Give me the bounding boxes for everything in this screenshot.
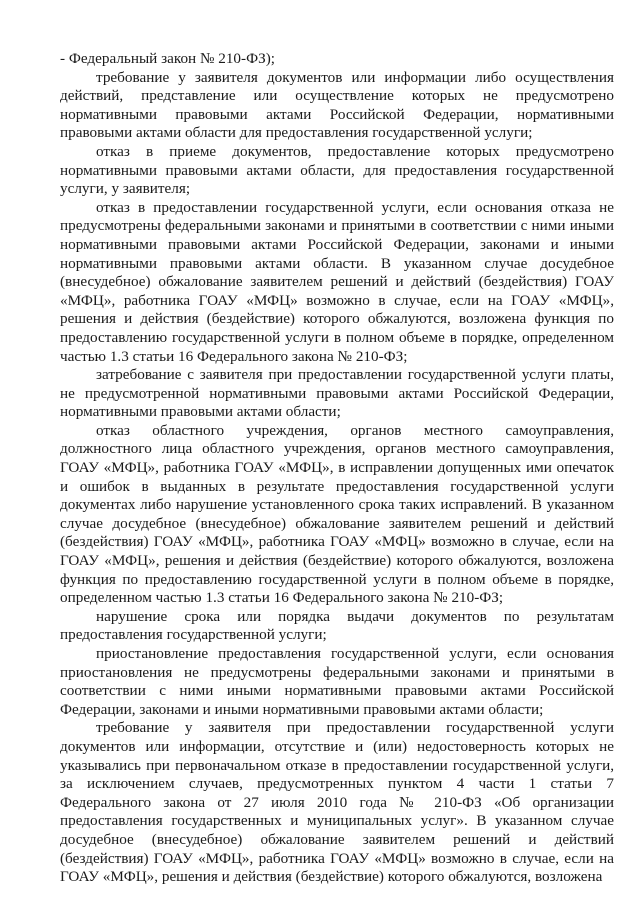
paragraph-refusal-acceptance: отказ в приеме документов, предоставление которых предусмотрено нормативными правовыми актами области, для предоставления государственной услуги, у заявителя; — [60, 142, 614, 198]
paragraph-correction-refusal: отказ областного учреждения, органов местного самоуправления, должностного лица областного учреждения, органов местного самоуправления, ГОАУ «МФЦ», работника ГОАУ «МФЦ», в исправлении допущенных ими опечаток и ошибок в выданных в результате предоставления государственной услуги документах либо нарушение установленного срока таких исправлений. В указанном случае досудебное (внесудебное) обжалование заявителем решений и действий (бездействия) ГОАУ «МФЦ», работника ГОАУ «МФЦ» возможно в случае, если на ГОАУ «МФЦ», решения и действия (бездействие) которого обжалуются, возложена функция по предоставлению государственной услуги в полном объеме в порядке, определенном частью 1.3 статьи 16 Федерального закона № 210-ФЗ; — [60, 421, 614, 607]
paragraph-fee-demand: затребование с заявителя при предоставлении государственной услуги платы, не предусмотренной нормативными правовыми актами Российской Федерации, нормативными правовыми актами области; — [60, 366, 614, 421]
paragraph-deadline-violation: нарушение срока или порядка выдачи документов по результатам предоставления государственной услуги; — [60, 607, 614, 644]
paragraph-refusal-service: отказ в предоставлении государственной услуги, если основания отказа не предусмотрены федеральными законами и принятыми в соответствии с ними иными нормативными правовыми актами Российской Федерации, законами и иными нормативными правовыми актами области. В указанном случае досудебное (внесудебное) обжалование заявителем решений и действий (бездействия) ГОАУ «МФЦ», работника ГОАУ «МФЦ» возможно в случае, если на ГОАУ «МФЦ», решения и действия (бездействие) которого обжалуются, возложена функция по предоставлению государственной услуги в полном объеме в порядке, определенном частью 1.3 статьи 16 Федерального закона № 210-ФЗ; — [60, 198, 614, 365]
document-page — [60, 50, 614, 887]
paragraph-law-reference: - Федеральный закон № 210-ФЗ); — [60, 50, 275, 67]
paragraph-missing-documents: требование у заявителя при предоставлении государственной услуги документов или информации, отсутствие и (или) недостоверность которых не указывались при первоначальном отказе в предоставлении государственной услуги, за исключением случаев, предусмотренных пунктом 4 части 1 статьи 7 Федерального закона от 27 июля 2010 года № 210-ФЗ «Об организации предоставления государственных и муниципальных услуг». В указанном случае досудебное (внесудебное) обжалование заявителем решений и действий (бездействия) ГОАУ «МФЦ», работника ГОАУ «МФЦ» возможно в случае, если на ГОАУ «МФЦ», решения и действия (бездействие) которого обжалуются, возложена — [60, 719, 614, 886]
paragraph-document-requirement: требование у заявителя документов или информации либо осуществления действий, представление или осуществление которых не предусмотрено нормативными правовыми актами Российской Федерации, нормативными правовыми актами области для предоставления государственной услуги; — [60, 68, 614, 142]
paragraph-suspension: приостановление предоставления государственной услуги, если основания приостановления не предусмотрены федеральными законами и принятыми в соответствии с ними иными нормативными правовыми актами Российской Федерации, законами и иными нормативными правовыми актами области; — [60, 645, 614, 718]
